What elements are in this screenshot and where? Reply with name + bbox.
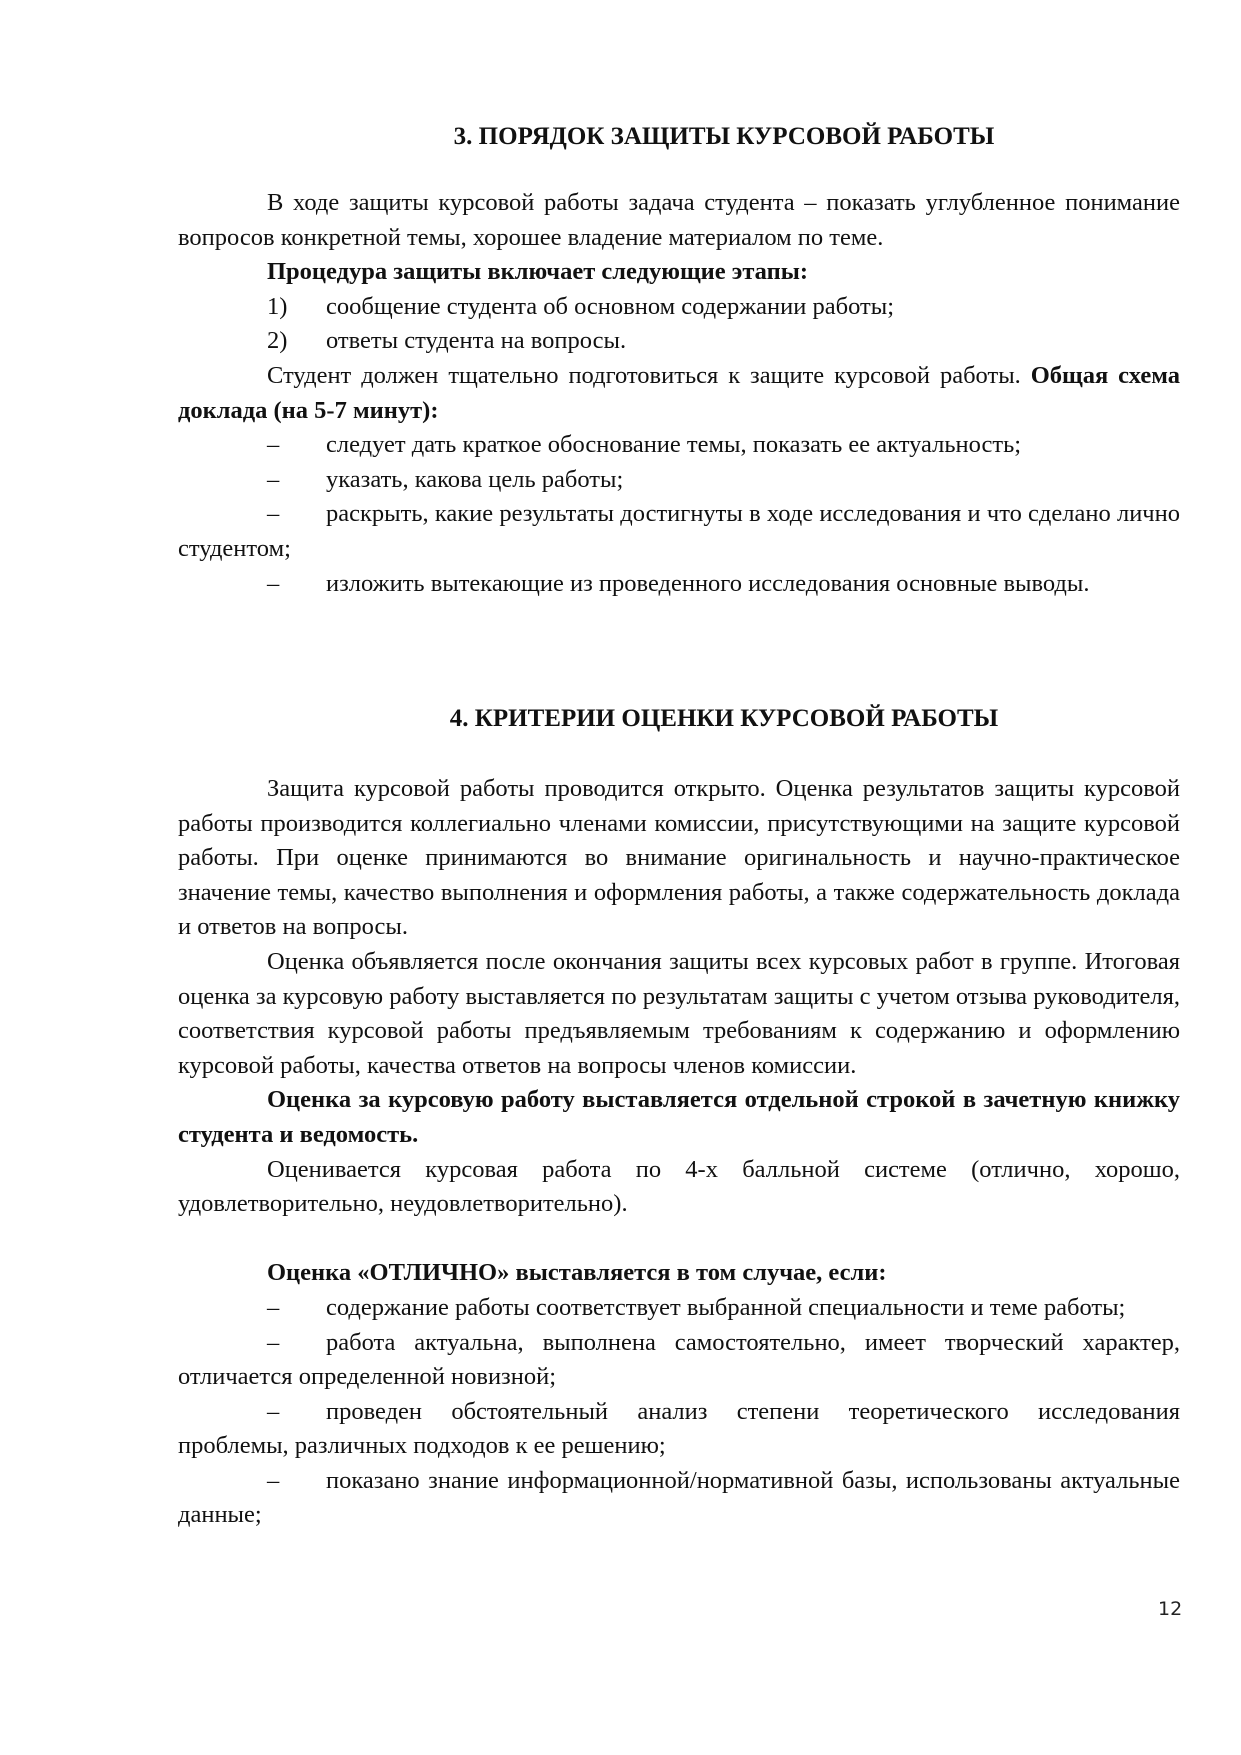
list-marker: 2) bbox=[267, 327, 288, 355]
procedure-step-text: сообщение студента об основном содержании работы; bbox=[326, 292, 895, 320]
section-4-para-1: Защита курсовой работы проводится открыто. Оценка результатов защиты курсовой работы производится коллегиально членами комиссии, присутствующими на защите курсовой работы. При оценке принимаются во внимание оригинальность и научно-практическое значение темы, качество выполнения и оформления работы, а также содержательность доклада и ответов на вопросы. bbox=[178, 775, 1180, 941]
report-item-text: следует дать краткое обоснование темы, показать ее актуальность; bbox=[326, 431, 1022, 459]
excellent-item bbox=[178, 1464, 1180, 1533]
excellent-title: Оценка «ОТЛИЧНО» выставляется в том случае, если: bbox=[267, 1259, 887, 1287]
prepare-text-content: Студент должен тщательно подготовиться к защите курсовой работы. bbox=[267, 361, 1021, 389]
report-item bbox=[178, 497, 1180, 566]
section-4-body bbox=[178, 772, 1180, 1533]
section-3-heading: 3. ПОРЯДОК ЗАЩИТЫ КУРСОВОЙ РАБОТЫ bbox=[453, 123, 995, 150]
excellent-item-text: содержание работы соответствует выбранной специальности и теме работы; bbox=[326, 1293, 1126, 1321]
blank-line bbox=[178, 1222, 1180, 1257]
dash-marker: – bbox=[267, 465, 280, 493]
section-3-body bbox=[178, 186, 1180, 601]
excellent-item-text: проведен обстоятельный анализ степени теоретического исследования проблемы, различных подходов к ее решению; bbox=[178, 1397, 1180, 1460]
section-4-para-4: Оценивается курсовая работа по 4-х балльной системе (отлично, хорошо, удовлетворительно, неудовлетворительно). bbox=[178, 1155, 1180, 1218]
dash-marker: – bbox=[267, 1397, 280, 1425]
excellent-item bbox=[178, 1395, 1180, 1464]
dash-marker: – bbox=[267, 1466, 280, 1494]
procedure-step-text: ответы студента на вопросы. bbox=[326, 327, 627, 355]
dash-marker: – bbox=[267, 569, 280, 597]
excellent-item-text: работа актуальна, выполнена самостоятельно, имеет творческий характер, отличается определенной новизной; bbox=[178, 1328, 1180, 1391]
dash-marker: – bbox=[267, 1293, 280, 1321]
report-item bbox=[178, 428, 1180, 463]
report-item-text: раскрыть, какие результаты достигнуты в ходе исследования и что сделано лично студентом; bbox=[178, 500, 1180, 562]
procedure-step bbox=[178, 290, 1180, 325]
list-marker: 1) bbox=[267, 292, 288, 320]
prepare-text bbox=[178, 359, 1180, 428]
dash-marker: – bbox=[267, 500, 280, 528]
dash-marker: – bbox=[267, 431, 280, 459]
excellent-item bbox=[178, 1291, 1180, 1326]
page-number: 12 bbox=[1158, 1598, 1183, 1620]
excellent-item bbox=[178, 1326, 1180, 1395]
section-4-para-2: Оценка объявляется после окончания защиты всех курсовых работ в группе. Итоговая оценка за курсовую работу выставляется по результатам защиты с учетом отзыва руководителя, соответствия курсовой работы предъявляемым требованиям к содержанию и оформлению курсовой работы, качества ответов на вопросы членов комиссии. bbox=[178, 947, 1180, 1079]
dash-marker: – bbox=[267, 1328, 280, 1356]
section-4-heading: 4. КРИТЕРИИ ОЦЕНКИ КУРСОВОЙ РАБОТЫ bbox=[449, 705, 999, 732]
section-4-para-3: Оценка за курсовую работу выставляется отдельной строкой в зачетную книжку студента и ведомость. bbox=[178, 1086, 1180, 1148]
section-3-intro: В ходе защиты курсовой работы задача студента – показать углубленное понимание вопросов конкретной темы, хорошее владение материалом по теме. bbox=[178, 189, 1180, 251]
report-scheme-title: Общая схема доклада (на 5-7 минут): bbox=[178, 361, 1180, 424]
procedure-step bbox=[178, 324, 1180, 359]
report-item bbox=[178, 567, 1180, 602]
report-item-text: указать, какова цель работы; bbox=[326, 465, 624, 493]
report-item bbox=[178, 463, 1180, 498]
excellent-item-text: показано знание информационной/нормативной базы, использованы актуальные данные; bbox=[178, 1466, 1180, 1529]
report-item-text: изложить вытекающие из проведенного исследования основные выводы. bbox=[326, 569, 1090, 597]
procedure-title: Процедура защиты включает следующие этапы: bbox=[267, 258, 808, 286]
